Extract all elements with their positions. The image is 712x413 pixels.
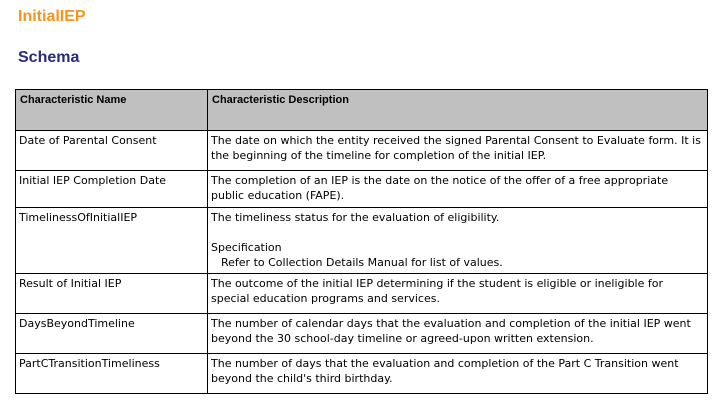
table-row bbox=[16, 354, 708, 394]
characteristic-description: The completion of an IEP is the date on the notice of the offer of a free appropriate public education (FAPE). bbox=[208, 171, 708, 208]
characteristic-name: DaysBeyondTimeline bbox=[16, 314, 208, 354]
characteristic-name: PartCTransitionTimeliness bbox=[16, 354, 208, 394]
characteristic-name: Date of Parental Consent bbox=[16, 131, 208, 171]
specification-text: Refer to Collection Details Manual for list of values. bbox=[221, 256, 503, 269]
characteristic-name: TimelinessOfInitialIEP bbox=[16, 208, 208, 274]
characteristic-name: Result of Initial IEP bbox=[16, 274, 208, 314]
characteristic-description: The date on which the entity received the signed Parental Consent to Evaluate form. It is the beginning of the timeline for completion of the initial IEP. bbox=[208, 131, 708, 171]
table-row bbox=[16, 171, 708, 208]
column-header-name: Characteristic Name bbox=[16, 90, 208, 131]
specification-label: Specification bbox=[211, 241, 282, 254]
table-header-row bbox=[16, 90, 708, 131]
characteristic-description: The number of calendar days that the evaluation and completion of the initial IEP went beyond the 30 school-day timeline or agreed-upon written extension. bbox=[208, 314, 708, 354]
characteristic-description: The timeliness status for the evaluation of eligibility. bbox=[211, 211, 500, 224]
column-header-description: Characteristic Description bbox=[208, 90, 708, 131]
characteristic-name: Initial IEP Completion Date bbox=[16, 171, 208, 208]
table-row bbox=[16, 131, 708, 171]
table-row bbox=[16, 208, 708, 274]
schema-table bbox=[15, 89, 708, 394]
characteristic-description-cell bbox=[208, 208, 708, 274]
table-row bbox=[16, 274, 708, 314]
document-title: InitialIEP bbox=[18, 8, 86, 25]
table-row bbox=[16, 314, 708, 354]
characteristic-description: The outcome of the initial IEP determining if the student is eligible or ineligible for special education programs and services. bbox=[208, 274, 708, 314]
characteristic-description: The number of days that the evaluation and completion of the Part C Transition went beyond the child's third birthday. bbox=[208, 354, 708, 394]
section-title: Schema bbox=[18, 49, 80, 66]
